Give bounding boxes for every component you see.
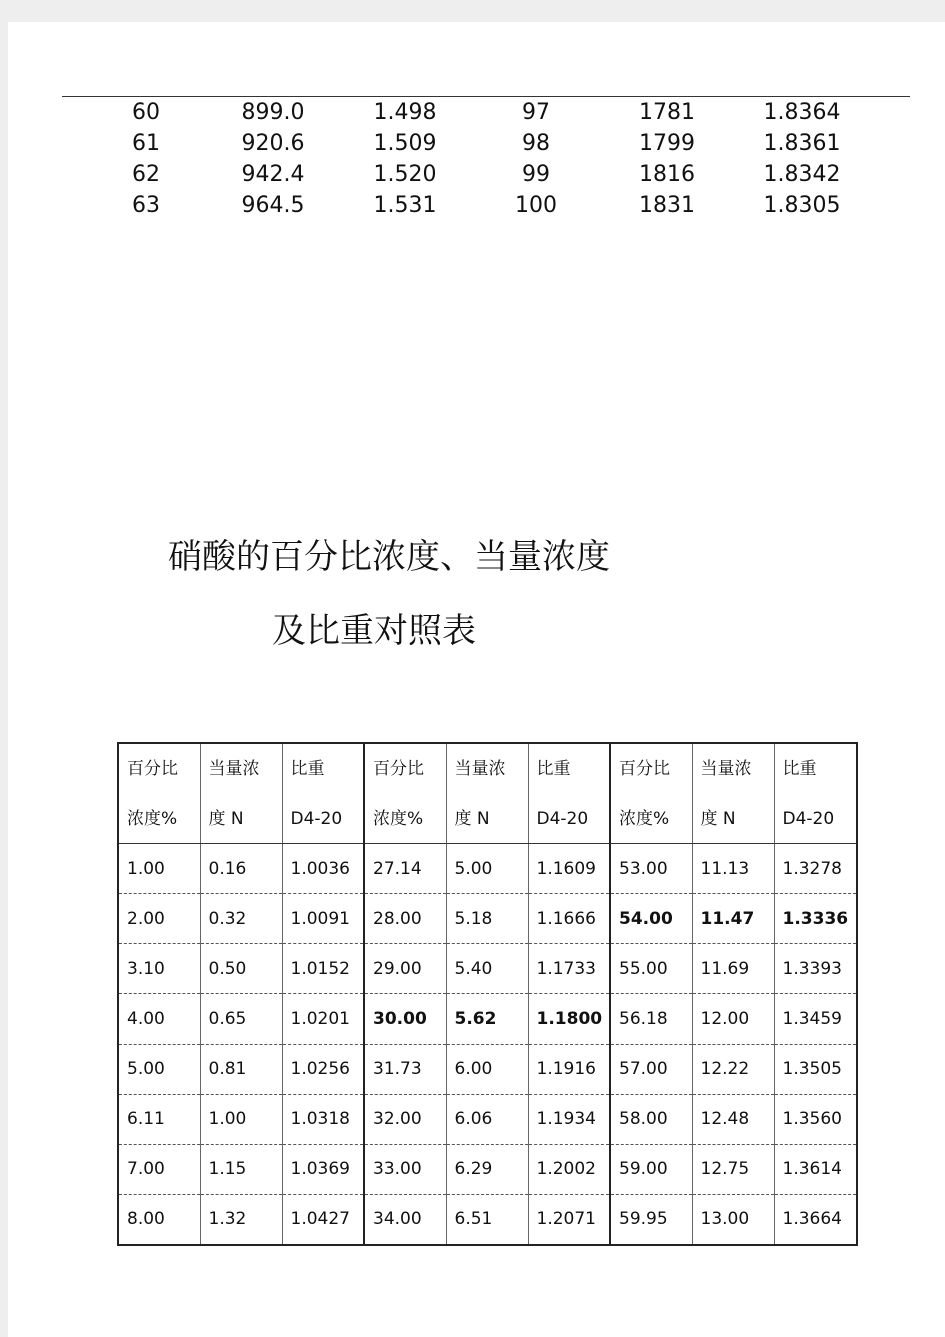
table-cell: 1.3560 [774,1094,857,1144]
table-cell: 1.0152 [282,944,364,994]
table-cell: 11.13 [692,844,774,894]
document-title: 硝酸的百分比浓度、当量浓度 [168,537,610,577]
table-cell: 1.1609 [528,844,610,894]
table-cell: 1831 [639,193,695,218]
header-cell: D4-20 [528,794,610,844]
table-cell: 1.1666 [528,894,610,944]
header-cell: D4-20 [282,794,364,844]
table-cell: 1.1934 [528,1094,610,1144]
table-cell: 100 [515,193,557,218]
table-cell: 1.3459 [774,994,857,1044]
table-cell: 5.40 [446,944,528,994]
table-row [118,944,857,994]
table-cell: 5.00 [446,844,528,894]
table-cell: 1.0369 [282,1144,364,1194]
header-cell: 度 N [200,794,282,844]
table-cell-highlight: 5.62 [446,994,528,1044]
table-cell: 0.65 [200,994,282,1044]
table-cell: 59.00 [610,1144,692,1194]
table-cell: 97 [522,100,550,125]
table-cell: 1.3664 [774,1194,857,1245]
table-cell: 5.18 [446,894,528,944]
table-row [118,1044,857,1094]
table-cell: 1.8364 [763,100,841,125]
table-cell: 1.0318 [282,1094,364,1144]
table-cell: 56.18 [610,994,692,1044]
table-cell: 6.06 [446,1094,528,1144]
table-cell: 11.69 [692,944,774,994]
table-cell: 1.3393 [774,944,857,994]
header-cell: 比重 [282,743,364,794]
table-row [0,159,945,190]
table-cell: 33.00 [364,1144,446,1194]
table-cell: 1.509 [373,131,437,156]
nitric-acid-table [117,742,858,1246]
header-cell: 当量浓 [692,743,774,794]
table-cell: 1.00 [118,844,200,894]
table-row [0,97,945,128]
table-cell: 0.32 [200,894,282,944]
header-cell: 浓度% [118,794,200,844]
header-cell: 浓度% [364,794,446,844]
table-cell: 942.4 [241,162,305,187]
table-cell: 27.14 [364,844,446,894]
table-cell: 60 [132,100,160,125]
table-cell: 1.00 [200,1094,282,1144]
table-cell: 964.5 [241,193,305,218]
table-cell: 12.00 [692,994,774,1044]
table-cell: 58.00 [610,1094,692,1144]
header-cell: D4-20 [774,794,857,844]
table-cell: 34.00 [364,1194,446,1245]
table-cell: 3.10 [118,944,200,994]
table-row [118,844,857,894]
table-row [0,128,945,159]
table-cell: 53.00 [610,844,692,894]
table-cell: 6.51 [446,1194,528,1245]
table-cell: 1.3278 [774,844,857,894]
header-cell: 比重 [528,743,610,794]
table-cell: 63 [132,193,160,218]
table-cell: 5.00 [118,1044,200,1094]
table-cell: 4.00 [118,994,200,1044]
table-cell: 12.22 [692,1044,774,1094]
table-cell: 59.95 [610,1194,692,1245]
table-cell: 6.29 [446,1144,528,1194]
table-cell: 0.50 [200,944,282,994]
table-cell: 7.00 [118,1144,200,1194]
table-cell-highlight: 30.00 [364,994,446,1044]
table-cell: 1.0091 [282,894,364,944]
table-cell: 0.81 [200,1044,282,1094]
table-cell-highlight: 54.00 [610,894,692,944]
header-cell: 当量浓 [200,743,282,794]
header-cell: 浓度% [610,794,692,844]
table-cell: 1.2071 [528,1194,610,1245]
table-cell: 1.0256 [282,1044,364,1094]
table-row [118,1144,857,1194]
table-cell: 1.32 [200,1194,282,1245]
table-cell: 1.3614 [774,1144,857,1194]
table-cell: 0.16 [200,844,282,894]
table-cell: 98 [522,131,550,156]
header-cell: 当量浓 [446,743,528,794]
table-row [118,1094,857,1144]
table-cell: 1.8361 [763,131,841,156]
table-row [118,994,857,1044]
header-cell: 度 N [446,794,528,844]
table-cell: 1.1733 [528,944,610,994]
table-cell: 1.0427 [282,1194,364,1245]
table-cell: 29.00 [364,944,446,994]
table-cell: 55.00 [610,944,692,994]
table-cell: 1816 [639,162,695,187]
header-cell: 百分比 [610,743,692,794]
table-cell: 1.15 [200,1144,282,1194]
table-cell: 57.00 [610,1044,692,1094]
table-cell: 2.00 [118,894,200,944]
table-cell: 1.498 [373,100,437,125]
header-cell: 百分比 [118,743,200,794]
table-cell-highlight: 1.3336 [774,894,857,944]
table-cell: 1781 [639,100,695,125]
header-cell: 度 N [692,794,774,844]
table-cell: 8.00 [118,1194,200,1245]
table-cell: 6.00 [446,1044,528,1094]
table-cell: 61 [132,131,160,156]
table-cell: 1.520 [373,162,437,187]
header-row [118,794,857,844]
table-row [0,190,945,221]
table-row [118,1194,857,1245]
table-cell: 920.6 [241,131,305,156]
header-cell: 比重 [774,743,857,794]
table-cell: 13.00 [692,1194,774,1245]
table-cell: 1.1916 [528,1044,610,1094]
table-cell: 28.00 [364,894,446,944]
document-subtitle: 及比重对照表 [272,611,476,651]
table-cell: 31.73 [364,1044,446,1094]
header-row [118,743,857,794]
table-cell-highlight: 11.47 [692,894,774,944]
table-cell: 1.0201 [282,994,364,1044]
header-cell: 百分比 [364,743,446,794]
table-cell: 1.3505 [774,1044,857,1094]
table-cell: 12.48 [692,1094,774,1144]
table-cell: 1799 [639,131,695,156]
table-cell: 62 [132,162,160,187]
table-row [118,894,857,944]
table-cell-highlight: 1.1800 [528,994,610,1044]
table-cell: 99 [522,162,550,187]
table-cell: 1.2002 [528,1144,610,1194]
table-cell: 1.531 [373,193,437,218]
table-cell: 12.75 [692,1144,774,1194]
table-cell: 6.11 [118,1094,200,1144]
table-cell: 1.8342 [763,162,841,187]
table-cell: 1.8305 [763,193,841,218]
table-cell: 1.0036 [282,844,364,894]
table-cell: 899.0 [241,100,305,125]
table-cell: 32.00 [364,1094,446,1144]
